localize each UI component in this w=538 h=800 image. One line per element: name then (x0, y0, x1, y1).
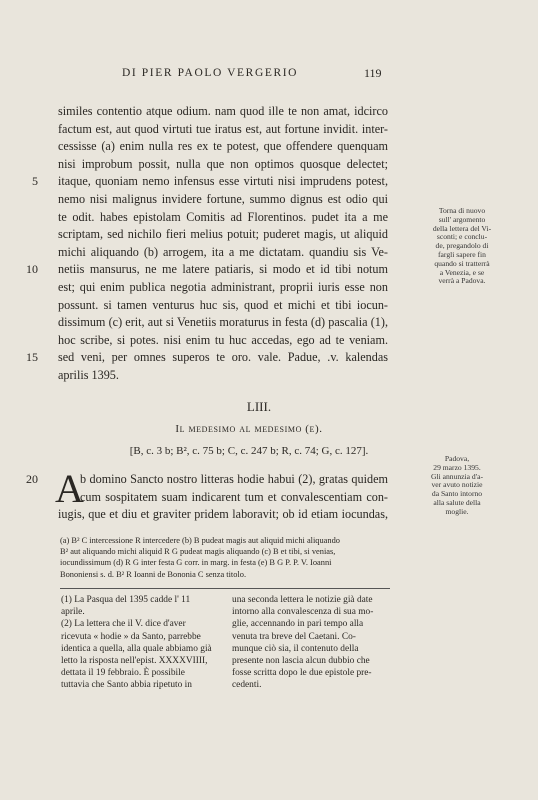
apparatus-line: Bononiensi s. d. B² R Ioanni de Bononia C senza titolo. (60, 569, 247, 579)
footnote-line: fosse scritta dopo le due epistole pre- (232, 668, 372, 679)
letter-sources: [B, c. 3 b; B², c. 75 b; C, c. 247 b; R, c. 74; G, c. 127]. (129, 445, 369, 457)
letter-title: Il medesimo al medesimo (e). (175, 423, 323, 435)
footnote-line: (1) La Pasqua del 1395 cadde l' 11 (61, 595, 191, 605)
footnote-line: (2) La lettera che il V. dice d'aver (61, 619, 186, 630)
apparatus-line: (a) B² C intercessione R intercedere (b) B pudeat magis aut aliquid michi aliquando (60, 536, 340, 545)
body-line: iugis, que et diu et graviter pridem laboravit; ob id etiam iocundas, (58, 507, 388, 521)
footnote-line: presente non lascia alcun dubbio che (232, 655, 370, 666)
running-header: DI PIER PAOLO VERGERIO (122, 67, 299, 79)
footnote-line: letto la risposta nell'epist. XXXXVIIII, (61, 655, 208, 666)
line-number: 15 (26, 350, 38, 364)
footnote-line: intorno alla convalescenza di sua mo- (232, 607, 374, 618)
page-number: 119 (364, 66, 382, 80)
footnotes-right-column (232, 594, 393, 692)
body-line: itaque, quoniam nemo infensus esse virtuti nisi imprudens potest, (58, 174, 388, 189)
body-line: michi aliquando (b) arrogem, ita a me dictatam. quandiu sis Ve- (58, 244, 388, 259)
footnote-line: una seconda lettera le notizie già date (232, 595, 373, 605)
footnotes-left-column (61, 594, 222, 692)
body-line: b domino Sancto nostro litteras hodie habui (2), gratas quidem (80, 472, 388, 486)
letter-number: LIII. (246, 399, 272, 414)
footnote-line: ricevuta « hodie » da Santo, parrebbe (61, 631, 201, 642)
line-number: 5 (32, 174, 38, 188)
footnote-line: identica a quella, alla quale abbiamo già (61, 643, 212, 654)
body-line: scriptam, sed nichilo fieri melius potuit; puderet magis, ut aliquid (58, 227, 388, 242)
body-line: cum sospitatem suam indicarent tum et convalescentiam con- (80, 489, 388, 504)
letter-opening-text (80, 471, 388, 506)
body-line: te odit. habes epistolam Comitis ad Florentinos. pudet ita a me (58, 209, 388, 224)
critical-apparatus (60, 535, 390, 580)
body-line: nisi improbum possit, nulla que non optimos quosque delectet; (58, 156, 388, 171)
footnote-line: munque ciò sia, il contenuto della (232, 643, 359, 654)
footnote-line: tuttavia che Santo abbia ripetuto in (61, 680, 192, 691)
body-line: netiis mansurus, ne me latere patiaris, si modo et id tibi notum (58, 262, 388, 277)
apparatus-line: iocundissimum (d) R G inter festa G corr. in marg. in festa (e) B G P. P. V. Ioanni (60, 558, 332, 568)
body-line: aprilis 1395. (58, 367, 119, 382)
apparatus-line: B² aut aliquando michi aliquid R G pudeat magis aliquando (c) B et tibi, si venias, (60, 547, 336, 557)
notes-divider (60, 588, 390, 589)
footnote-line: aprile. (61, 607, 85, 618)
letter-body-text (58, 103, 388, 385)
footnote-line: venuta tra breve del Caetani. Co- (232, 631, 356, 642)
body-line: similes contentio atque odium. nam quod ille te non amat, idcirco (58, 104, 388, 118)
letter-opening-text (58, 506, 388, 524)
footnote-line: cedenti. (232, 680, 262, 691)
drop-cap: A (55, 466, 84, 511)
margin-note: Torna di nuovo sull' argomento della lettera del Vi- sconti; e conclu- de, pregandolo di fargli sapere fin quando si tratterrà a Venezia, e se verrà a Padova. (432, 206, 492, 286)
body-line: nemo nisi malignus invidere fortune, summo dignus est odio qui (58, 191, 388, 206)
body-line: sed veni, per omnes superos te oro. vale. Padue, .v. kalendas (58, 350, 388, 365)
line-number: 10 (26, 262, 38, 276)
line-number: 20 (26, 472, 38, 486)
body-line: dissimum (c) erit, aut si Venetiis moraturus in festa (d) pascalia (1), (58, 315, 388, 330)
margin-note-date: Padova, 29 marzo 1395. Gli annunzia d'a- ver avuto notizie da Santo intorno alla salute della moglie. (431, 454, 483, 516)
footnote-line: glie, accennando in pari tempo alla (232, 619, 364, 630)
footnote-line: dettata il 19 febbraio. È possibile (61, 668, 185, 679)
body-line: factum est, aut quod virtuti tue iratus est, aut fortune invidit. inter- (58, 121, 388, 136)
body-line: possunt. si tamen venturus huc sis, quod et michi et tibi iocun- (58, 297, 388, 312)
body-line: cessisse (a) enim nulla res ex te potest, que offendere quenquam (58, 139, 388, 154)
body-line: hoc scribe, si potes. nisi enim tu huc accedas, ego ad te veniam. (58, 332, 388, 347)
body-line: est; qui enim publica negotia administrant, proprii iuris esse non (58, 279, 388, 294)
